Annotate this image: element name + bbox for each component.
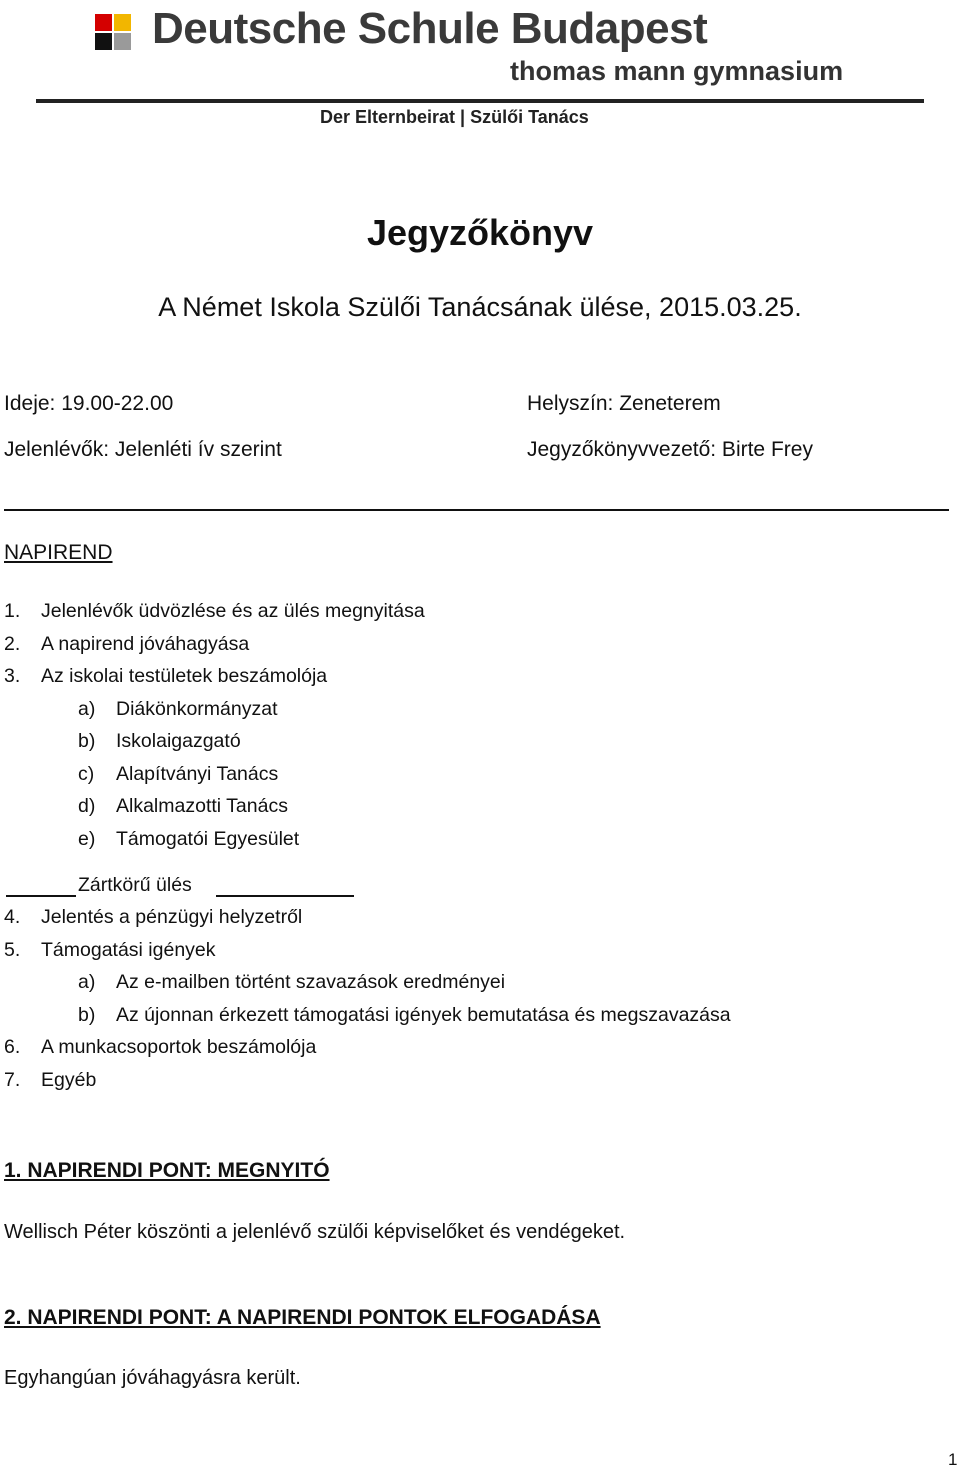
- flag-gray-block: [114, 33, 131, 50]
- agenda-subitem-letter: c): [78, 763, 95, 785]
- meeting-attendees: Jelenlévők: Jelenléti ív szerint: [4, 438, 282, 461]
- closed-session-label: Zártkörű ülés: [78, 874, 192, 896]
- flag-black-block: [95, 33, 112, 50]
- header-divider: [36, 99, 924, 103]
- school-logo-flag-icon: [95, 14, 131, 50]
- agenda-subitem-letter: d): [78, 795, 96, 817]
- agenda-subitem-text: Az újonnan érkezett támogatási igények bemutatása és megszavazása: [116, 1004, 731, 1026]
- agenda-subitem-letter: b): [78, 730, 96, 752]
- agenda-item-text: Jelenlévők üdvözlése és az ülés megnyitása: [41, 600, 425, 622]
- agenda-subitem-letter: e): [78, 828, 96, 850]
- point2-text: Egyhangúan jóváhagyásra került.: [4, 1367, 301, 1389]
- agenda-subitem-text: Diákönkormányzat: [116, 698, 278, 720]
- school-name: Deutsche Schule Budapest: [152, 4, 708, 53]
- agenda-item-number: 5.: [4, 939, 21, 961]
- point1-heading: 1. NAPIRENDI PONT: MEGNYITÓ: [4, 1159, 330, 1182]
- document-subtitle: A Német Iskola Szülői Tanácsának ülése, 2015.03.25.: [158, 292, 802, 322]
- agenda-subitem-text: Alkalmazotti Tanács: [116, 795, 288, 817]
- agenda-item-text: Egyéb: [41, 1069, 97, 1091]
- agenda-item-number: 6.: [4, 1036, 21, 1058]
- point1-text: Wellisch Péter köszönti a jelenlévő szülői képviselőket és vendégeket.: [4, 1221, 626, 1243]
- meeting-time: Ideje: 19.00-22.00: [4, 392, 174, 415]
- agenda-subitem-letter: a): [78, 698, 96, 720]
- point2-heading: 2. NAPIRENDI PONT: A NAPIRENDI PONTOK ELFOGADÁSA: [4, 1306, 601, 1329]
- school-subtitle: thomas mann gymnasium: [510, 56, 844, 86]
- agenda-subitem-letter: a): [78, 971, 96, 993]
- meeting-place: Helyszín: Zeneterem: [527, 392, 721, 415]
- agenda-subitem-letter: b): [78, 1004, 96, 1026]
- agenda-item-text: A munkacsoportok beszámolója: [41, 1036, 317, 1058]
- agenda-item-number: 1.: [4, 600, 21, 622]
- agenda-item-number: 7.: [4, 1069, 21, 1091]
- meeting-recorder: Jegyzőkönyvvezető: Birte Frey: [527, 438, 813, 461]
- closed-session-line-right: [216, 895, 354, 897]
- page-number: 1: [948, 1450, 958, 1469]
- agenda-item-text: Az iskolai testületek beszámolója: [41, 665, 328, 687]
- agenda-item-number: 3.: [4, 665, 21, 687]
- agenda-subitem-text: Alapítványi Tanács: [116, 763, 279, 785]
- flag-red-block: [95, 14, 112, 31]
- agenda-heading: NAPIREND: [4, 541, 113, 564]
- document-title: Jegyzőkönyv: [366, 212, 594, 253]
- agenda-subitem-text: Iskolaigazgató: [116, 730, 241, 752]
- organization-name: Der Elternbeirat | Szülői Tanács: [320, 107, 589, 127]
- agenda-item-text: A napirend jóváhagyása: [41, 633, 250, 655]
- agenda-item-text: Támogatási igények: [41, 939, 216, 961]
- flag-yellow-block: [114, 14, 131, 31]
- section-divider: [4, 509, 949, 511]
- agenda-item-number: 2.: [4, 633, 21, 655]
- closed-session-line-left: [6, 895, 76, 897]
- agenda-item-text: Jelentés a pénzügyi helyzetről: [41, 906, 303, 928]
- agenda-subitem-text: Az e-mailben történt szavazások eredményei: [116, 971, 506, 993]
- agenda-subitem-text: Támogatói Egyesület: [116, 828, 300, 850]
- agenda-item-number: 4.: [4, 906, 21, 928]
